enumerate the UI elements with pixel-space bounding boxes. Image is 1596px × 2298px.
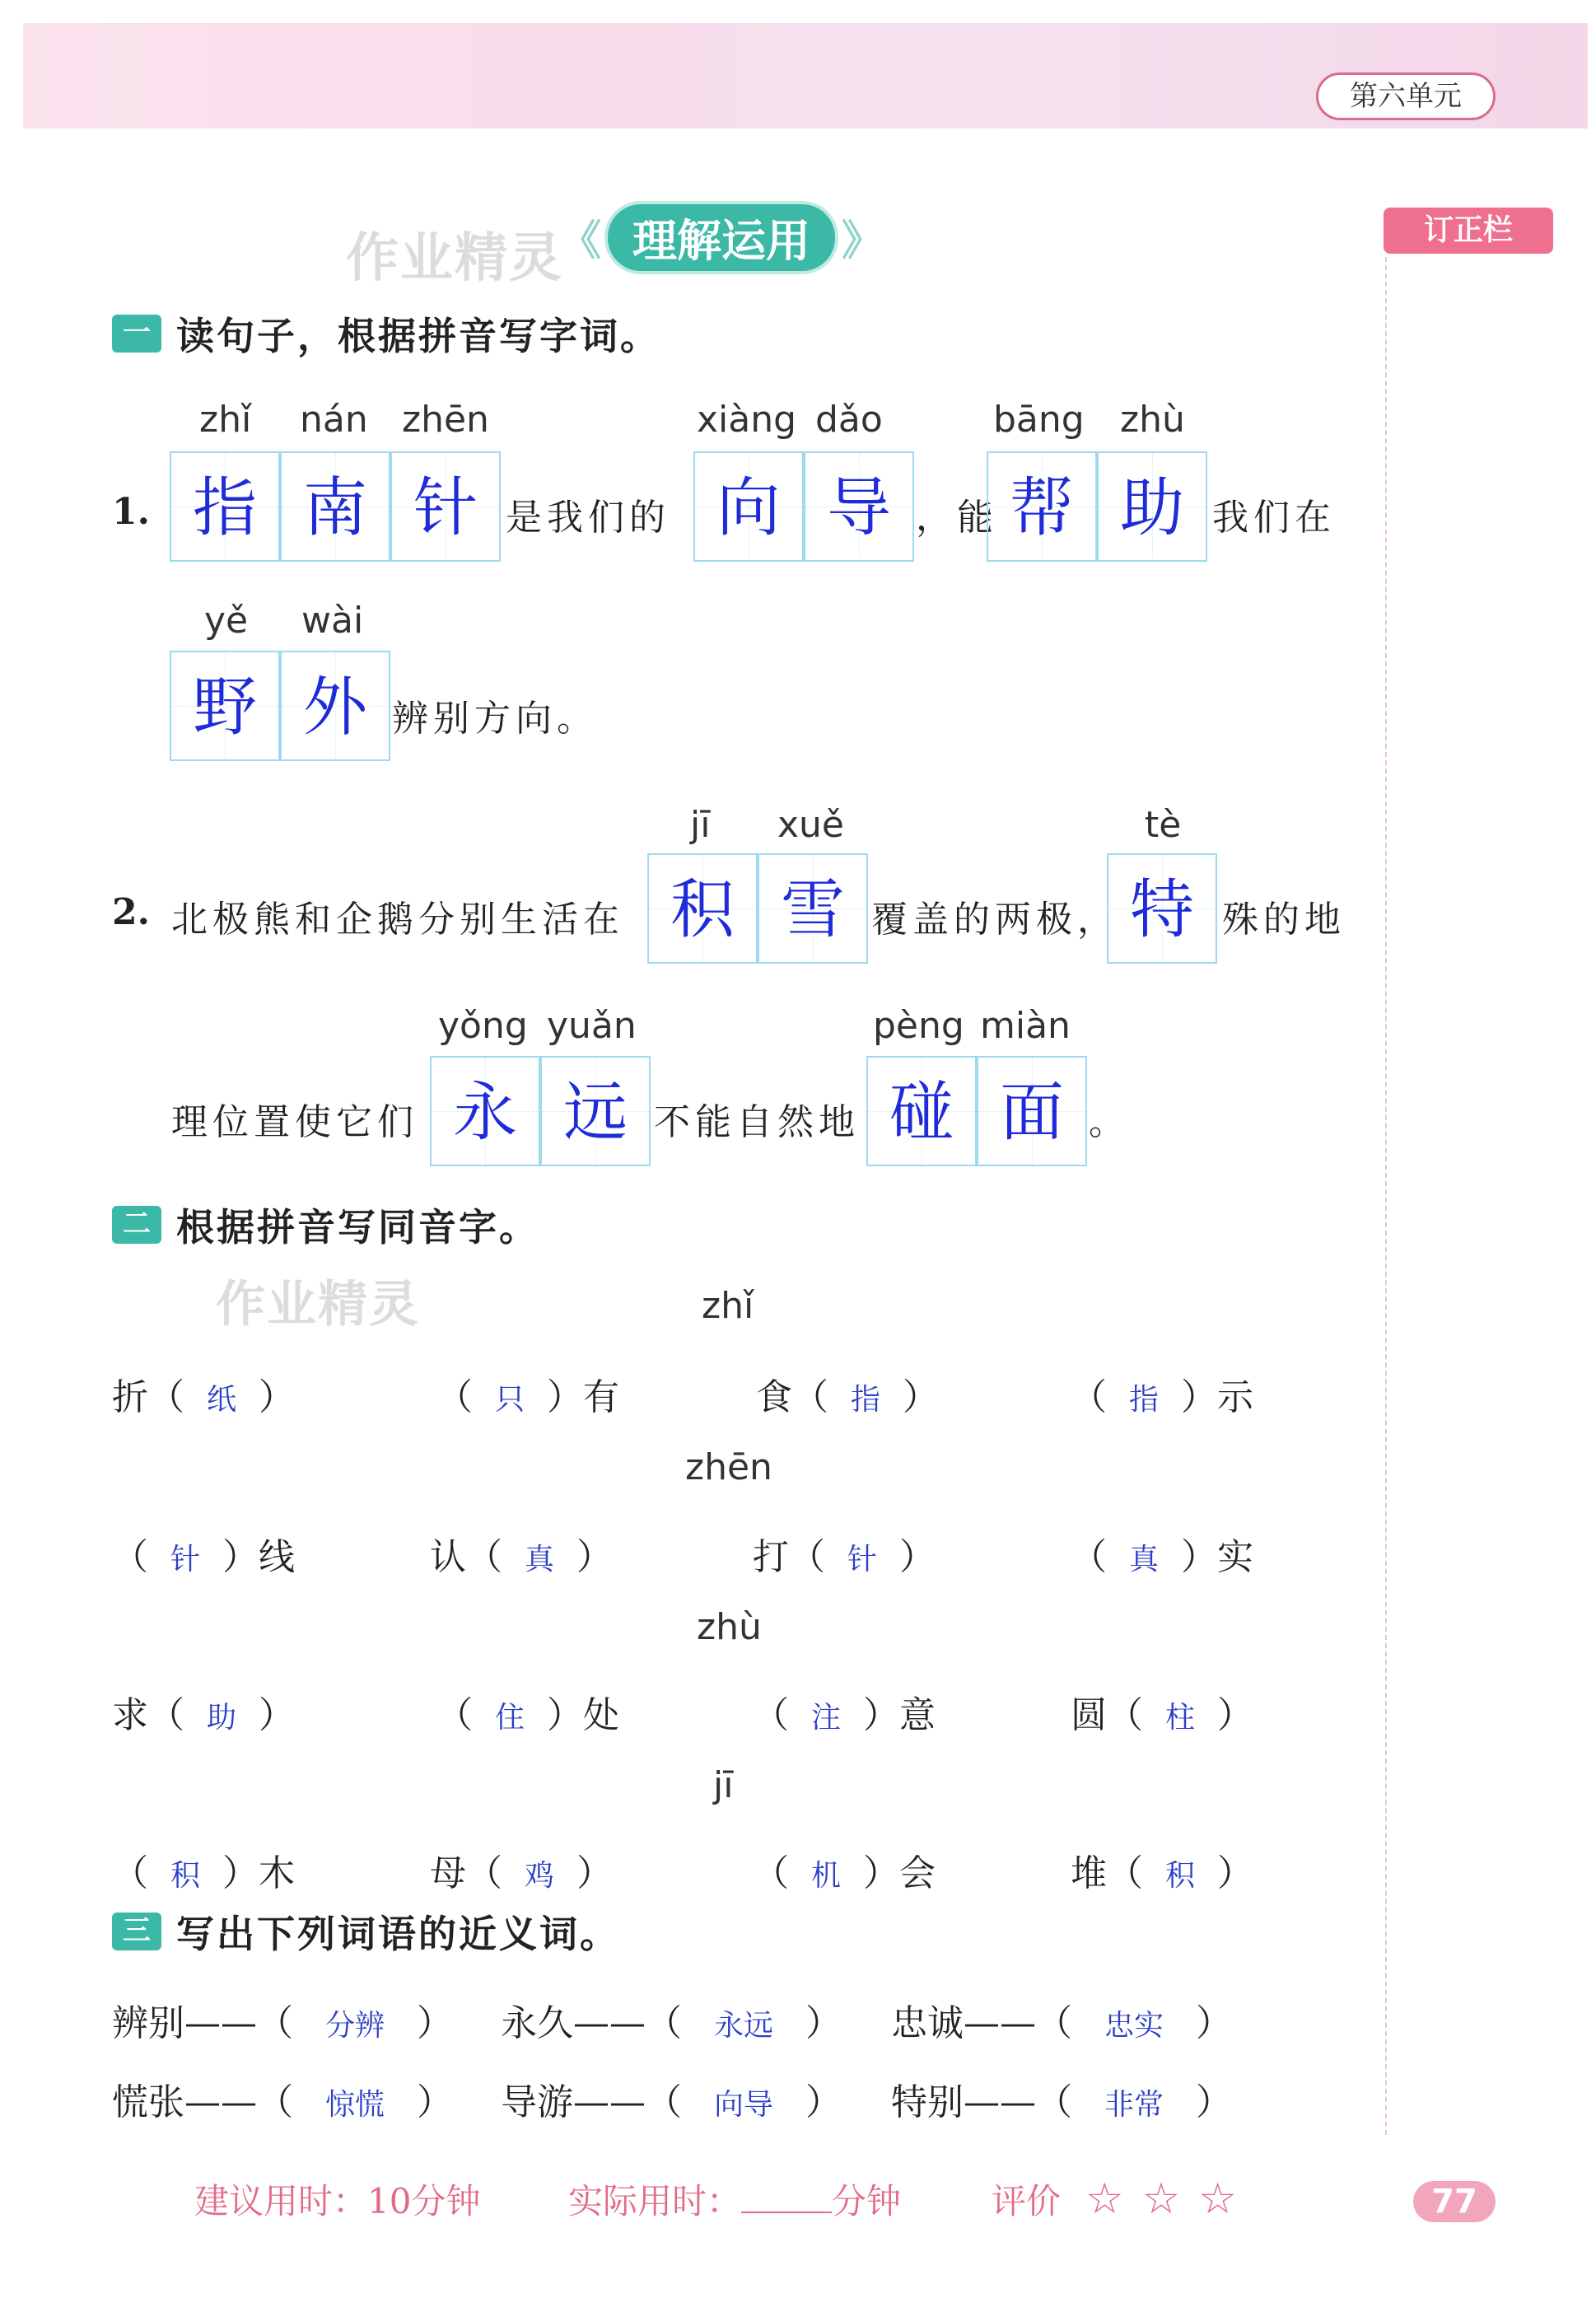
fill-item: （ 机 ）会 <box>753 1852 936 1894</box>
answer-text: 积 <box>1164 1859 1195 1893</box>
pinyin: zhēn <box>402 399 489 441</box>
pinyin: wài <box>301 600 364 642</box>
item-number: 2. <box>112 891 150 933</box>
answer-box[interactable] <box>540 1056 651 1166</box>
answer-box[interactable] <box>977 1056 1087 1166</box>
page-number: 77 <box>1413 2181 1496 2222</box>
fill-item: （ 指 ）示 <box>1071 1376 1253 1418</box>
fill-item: （ 针 ）线 <box>112 1536 295 1578</box>
answer-text: 柱 <box>1164 1701 1195 1735</box>
answer-text: 向导 <box>713 2088 773 2122</box>
fill-item: 求（ 助 ） <box>112 1694 295 1736</box>
pinyin: dǎo <box>815 399 883 441</box>
fill-item: 认（ 真 ） <box>430 1536 613 1578</box>
question-title: 读句子，根据拼音写字词。 <box>176 314 660 358</box>
section-title: 理解运用 <box>608 204 835 271</box>
pinyin: jī <box>690 804 711 846</box>
answer-box[interactable] <box>170 651 280 761</box>
answer-text: 指 <box>850 1383 880 1417</box>
question-badge: 三 <box>112 1913 161 1950</box>
question-badge: 一 <box>112 315 161 353</box>
answer-char: 永 <box>452 1076 517 1150</box>
answer-text: 真 <box>524 1543 554 1576</box>
pinyin: bāng <box>993 399 1085 441</box>
answer-char: 南 <box>302 471 367 545</box>
fill-item: 打（ 针 ） <box>753 1536 936 1578</box>
answer-char: 向 <box>716 471 781 545</box>
answer-box[interactable] <box>280 451 390 562</box>
answer-text: 分辨 <box>324 2009 385 2043</box>
answer-text: 助 <box>206 1701 236 1735</box>
fill-item: （ 真 ）实 <box>1071 1536 1253 1578</box>
synonym-item: 忠诚——（ 忠实 ） <box>891 2002 1232 2044</box>
actual-time: 实际用时： 分钟 <box>568 2181 902 2221</box>
fill-item: 母（ 鸡 ） <box>430 1852 613 1894</box>
answer-text: 机 <box>810 1859 841 1893</box>
answer-text: 鸡 <box>524 1859 554 1893</box>
fill-item: （ 注 ）意 <box>753 1694 936 1736</box>
answer-box[interactable] <box>987 451 1097 562</box>
pinyin: tè <box>1145 804 1182 846</box>
sentence-text: 覆盖的两极， <box>871 899 1118 941</box>
pinyin: xuě <box>777 804 844 846</box>
answer-text: 注 <box>810 1701 841 1735</box>
answer-char: 指 <box>192 471 257 545</box>
correction-column-divider <box>1385 257 1387 2135</box>
actual-time-blank[interactable] <box>741 2184 832 2213</box>
pinyin: pèng <box>873 1005 964 1047</box>
watermark: 作业精灵 <box>216 1276 420 1333</box>
pinyin: nán <box>300 399 368 441</box>
unit-label: 第六单元 <box>1316 72 1496 120</box>
answer-box[interactable] <box>758 853 868 964</box>
pinyin: miàn <box>980 1005 1071 1047</box>
answer-box[interactable] <box>1107 853 1217 964</box>
sentence-text: 我们在 <box>1212 497 1336 539</box>
answer-box[interactable] <box>430 1056 540 1166</box>
correction-column-label: 订正栏 <box>1384 208 1553 254</box>
sentence-text: 北极熊和企鹅分别生活在 <box>171 899 624 941</box>
answer-char: 导 <box>826 471 891 545</box>
answer-text: 指 <box>1128 1383 1159 1417</box>
answer-box[interactable] <box>866 1056 977 1166</box>
pinyin: yě <box>204 600 249 642</box>
answer-text: 住 <box>494 1701 525 1735</box>
chevron-left-icon: 《 <box>560 217 601 264</box>
sentence-text: 不能自然地 <box>654 1101 860 1143</box>
sentence-text: 。 <box>1089 1101 1130 1143</box>
answer-box[interactable] <box>804 451 914 562</box>
answer-box[interactable] <box>1097 451 1207 562</box>
pinyin: zhù <box>1120 399 1185 441</box>
answer-text: 针 <box>170 1543 200 1576</box>
answer-text: 非常 <box>1104 2088 1164 2122</box>
answer-box[interactable] <box>647 853 758 964</box>
pinyin: yǒng <box>438 1005 528 1047</box>
sentence-text: 是我们的 <box>506 497 670 539</box>
group-pinyin: zhǐ <box>702 1285 754 1327</box>
answer-char: 雪 <box>780 873 845 947</box>
sentence-text: 辨别方向。 <box>392 698 598 740</box>
chevron-right-icon: 》 <box>842 217 883 264</box>
answer-box[interactable] <box>390 451 501 562</box>
sentence-text: 殊的地 <box>1222 899 1346 941</box>
fill-item: 食（ 指 ） <box>756 1376 939 1418</box>
synonym-item: 导游——（ 向导 ） <box>501 2081 842 2123</box>
answer-char: 外 <box>302 670 367 745</box>
answer-char: 远 <box>562 1076 628 1150</box>
rating-stars[interactable] <box>1085 2174 1237 2224</box>
answer-char: 积 <box>670 873 735 947</box>
watermark: 作业精灵 <box>346 228 563 289</box>
question-title: 写出下列词语的近义词。 <box>176 1912 620 1956</box>
synonym-item: 慌张——（ 惊慌 ） <box>112 2081 453 2123</box>
sentence-text: ，能 <box>916 497 998 539</box>
fill-item: 折（ 纸 ） <box>112 1376 295 1418</box>
star-icon[interactable]: ☆ <box>1141 2174 1181 2224</box>
answer-char: 针 <box>413 471 478 545</box>
synonym-item: 辨别——（ 分辨 ） <box>112 2002 453 2044</box>
answer-box[interactable] <box>170 451 280 562</box>
answer-text: 惊慌 <box>324 2088 385 2122</box>
synonym-item: 特别——（ 非常 ） <box>891 2081 1232 2123</box>
answer-text: 纸 <box>206 1383 236 1417</box>
group-pinyin: zhù <box>697 1606 762 1648</box>
item-number: 1. <box>112 491 150 533</box>
question-badge: 二 <box>112 1206 161 1244</box>
fill-item: （ 只 ）有 <box>436 1376 619 1418</box>
group-pinyin: jī <box>713 1764 734 1806</box>
answer-text: 积 <box>170 1859 200 1893</box>
answer-char: 野 <box>192 670 257 745</box>
answer-text: 永远 <box>713 2009 773 2043</box>
answer-box[interactable] <box>280 651 390 761</box>
answer-char: 特 <box>1129 873 1194 947</box>
answer-char: 碰 <box>889 1076 954 1150</box>
sentence-text: 理位置使它们 <box>171 1101 418 1143</box>
answer-text: 忠实 <box>1104 2009 1164 2043</box>
rating-label: 评价 <box>992 2181 1062 2221</box>
group-pinyin: zhēn <box>685 1446 772 1488</box>
fill-item: （ 住 ）处 <box>436 1694 619 1736</box>
star-icon[interactable]: ☆ <box>1085 2174 1124 2224</box>
answer-char: 面 <box>999 1076 1064 1150</box>
pinyin: yuǎn <box>547 1005 637 1047</box>
pinyin: xiàng <box>697 399 797 441</box>
suggested-time: 建议用时：10分钟 <box>194 2181 481 2221</box>
star-icon[interactable]: ☆ <box>1198 2174 1237 2224</box>
answer-char: 帮 <box>1009 471 1074 545</box>
answer-text: 真 <box>1128 1543 1159 1576</box>
fill-item: 堆（ 积 ） <box>1071 1852 1253 1894</box>
fill-item: 圆（ 柱 ） <box>1071 1694 1253 1736</box>
pinyin: zhǐ <box>199 399 252 441</box>
fill-item: （ 积 ）木 <box>112 1852 295 1894</box>
synonym-item: 永久——（ 永远 ） <box>501 2002 842 2044</box>
answer-text: 只 <box>494 1383 525 1417</box>
answer-box[interactable] <box>693 451 804 562</box>
question-title: 根据拼音写同音字。 <box>176 1205 539 1249</box>
answer-text: 针 <box>847 1543 877 1576</box>
section-heading <box>560 204 883 270</box>
answer-char: 助 <box>1119 471 1184 545</box>
